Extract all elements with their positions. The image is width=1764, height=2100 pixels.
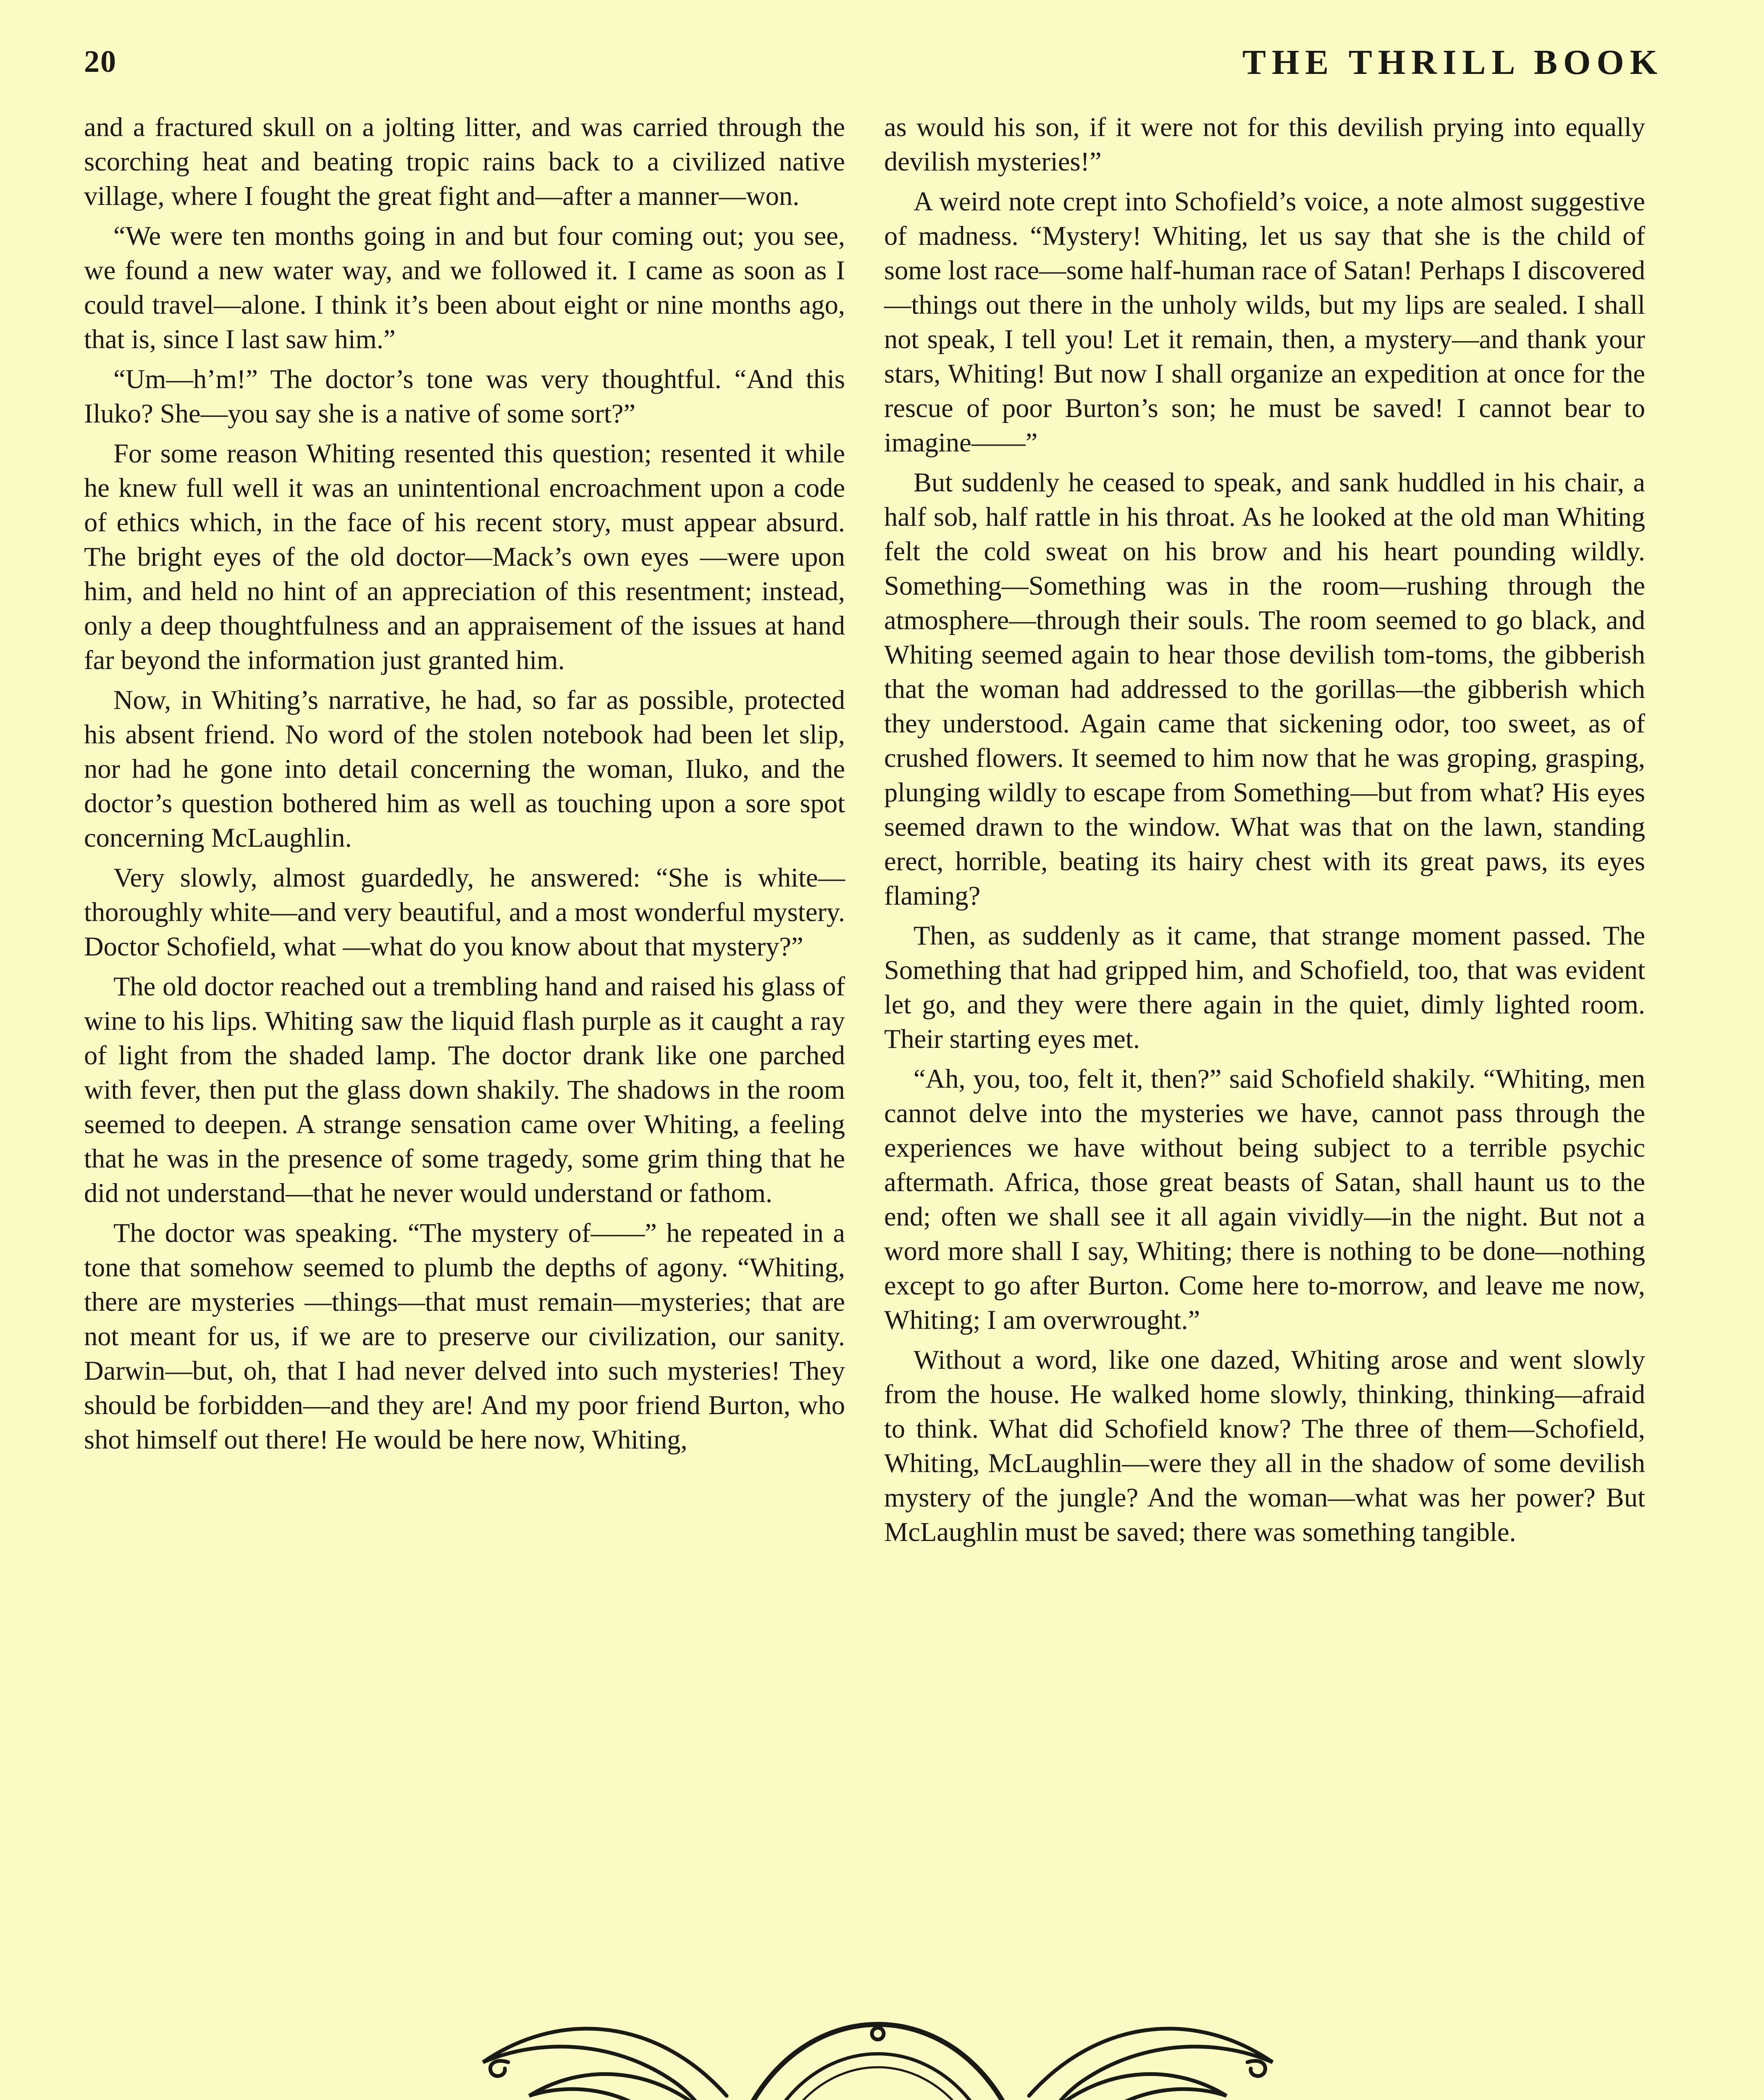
paragraph: “Um—h’m!” The doctor’s tone was very thoughtful. “And this Iluko? She—you say she is a native of some sort?” <box>84 364 845 428</box>
paragraph: For some reason Whiting resented this question; resented it while he knew full well it was an unintentional encroachment upon a code of ethics which, in the face of his recent story, must appear absurd. The bright eyes of the old doctor—Mack’s own eyes —were upon him, and held no hint of an appreciation of this resentment; instead, only a deep thoughtfulness and an appraisement of the issues at hand far beyond the information just granted him. <box>84 438 845 675</box>
paragraph: But suddenly he ceased to speak, and sank huddled in his chair, a half sob, half rattle in his throat. As he looked at the old man Whiting felt the cold sweat on his brow and his heart pounding wildly. Something—Something was in the room—rushing through the atmosphere—through their souls. The room seemed to go black, and Whiting seemed again to hear those devilish tom-toms, the gibberish that the woman had addressed to the gorillas—the gibberish which they understood. Again came that sickening odor, too sweet, as of crushed flowers. It seemed to him now that he was groping, grasping, plunging wildly to escape from Something—but from what? His eyes seemed drawn to the window. What was that on the lawn, standing erect, horrible, beating its hairy chest with its great paws, its eyes flaming? <box>884 467 1645 911</box>
paragraph: The doctor was speaking. “The mystery of——” he repeated in a tone that somehow seemed to plumb the depths of agony. “Whiting, there are mysteries —things—that must remain—mysteries; that are not meant for us, if we are to preserve our civilization, our sanity. Darwin—but, oh, that I had never delved into such mysteries! They should be forbidden—and they are! And my poor friend Burton, who shot himself out there! He would be here now, Whiting, <box>84 1218 845 1454</box>
paragraph: and a fractured skull on a jolting litter, and was carried through the scorching heat and beating tropic rains back to a civilized native village, where I fought the great fight and—after a manner—won. <box>84 112 845 211</box>
paragraph: “Ah, you, too, felt it, then?” said Schofield shakily. “Whiting, men cannot delve into the mysteries we have, cannot pass through the experiences we have without being subject to a terrible psychic aftermath. Africa, those great beasts of Satan, shall haunt us to the end; often we shall see it all again vividly—in the night. But not a word more shall I say, Whiting; there is nothing to be done—nothing except to go after Burton. Come here to-morrow, and leave me now, Whiting; I am overwrought.” <box>884 1064 1645 1335</box>
the-end-ornament <box>458 1957 1298 2100</box>
running-title: THE THRILL BOOK <box>1242 43 1663 82</box>
paragraph: Now, in Whiting’s narrative, he had, so far as possible, protected his absent friend. No word of the stolen notebook had been let slip, nor had he gone into detail concerning the woman, Iluko, and the doctor’s question bothered him as well as touching upon a sore spot concerning McLaughlin. <box>84 685 845 853</box>
paragraph: “We were ten months going in and but four coming out; you see, we found a new water way, and we followed it. I came as soon as I could travel—alone. I think it’s been about eight or nine months ago, that is, since I last saw him.” <box>84 221 845 354</box>
paragraph: The old doctor reached out a trembling hand and raised his glass of wine to his lips. Whiting saw the liquid flash purple as it caught a ray of light from the shaded lamp. The doctor drank like one parched with fever, then put the glass down shakily. The shadows in the room seemed to deepen. A strange sensation came over Whiting, a feeling that he was in the presence of some tragedy, some grim thing that he did not understand—that he never would understand or fathom. <box>84 971 845 1208</box>
paragraph: Very slowly, almost guardedly, he answered: “She is white—thoroughly white—and very beautiful, and a most wonderful mystery. Doctor Schofield, what —what do you know about that mystery?” <box>84 863 845 961</box>
right-column <box>884 110 1645 1555</box>
paragraph: A weird note crept into Schofield’s voice, a note almost suggestive of madness. “Mystery! Whiting, let us say that she is the child of some lost race—some half-human race of Satan! Perhaps I discovered—things out there in the unholy wilds, but my lips are sealed. I shall not speak, I tell you! Let it remain, then, a mystery—and thank your stars, Whiting! But now I shall organize an expedition at once for the rescue of poor Burton’s son; he must be saved! I cannot bear to imagine——” <box>884 186 1645 457</box>
left-column <box>84 110 845 1462</box>
page-number: 20 <box>84 45 117 79</box>
paragraph: Then, as suddenly as it came, that strange moment passed. The Something that had gripped him, and Schofield, too, that was evident let go, and they were there again in the quiet, dimly lighted room. Their starting eyes met. <box>884 921 1645 1054</box>
paragraph: as would his son, if it were not for this devilish prying into equally devilish mysteries!” <box>884 112 1645 176</box>
paragraph: Without a word, like one dazed, Whiting arose and went slowly from the house. He walked home slowly, thinking, thinking—afraid to think. What did Schofield know? The three of them—Schofield, Whiting, McLaughlin—were they all in the shadow of some devilish mystery of the jungle? And the woman—what was her power? But McLaughlin must be saved; there was something tangible. <box>884 1345 1645 1547</box>
